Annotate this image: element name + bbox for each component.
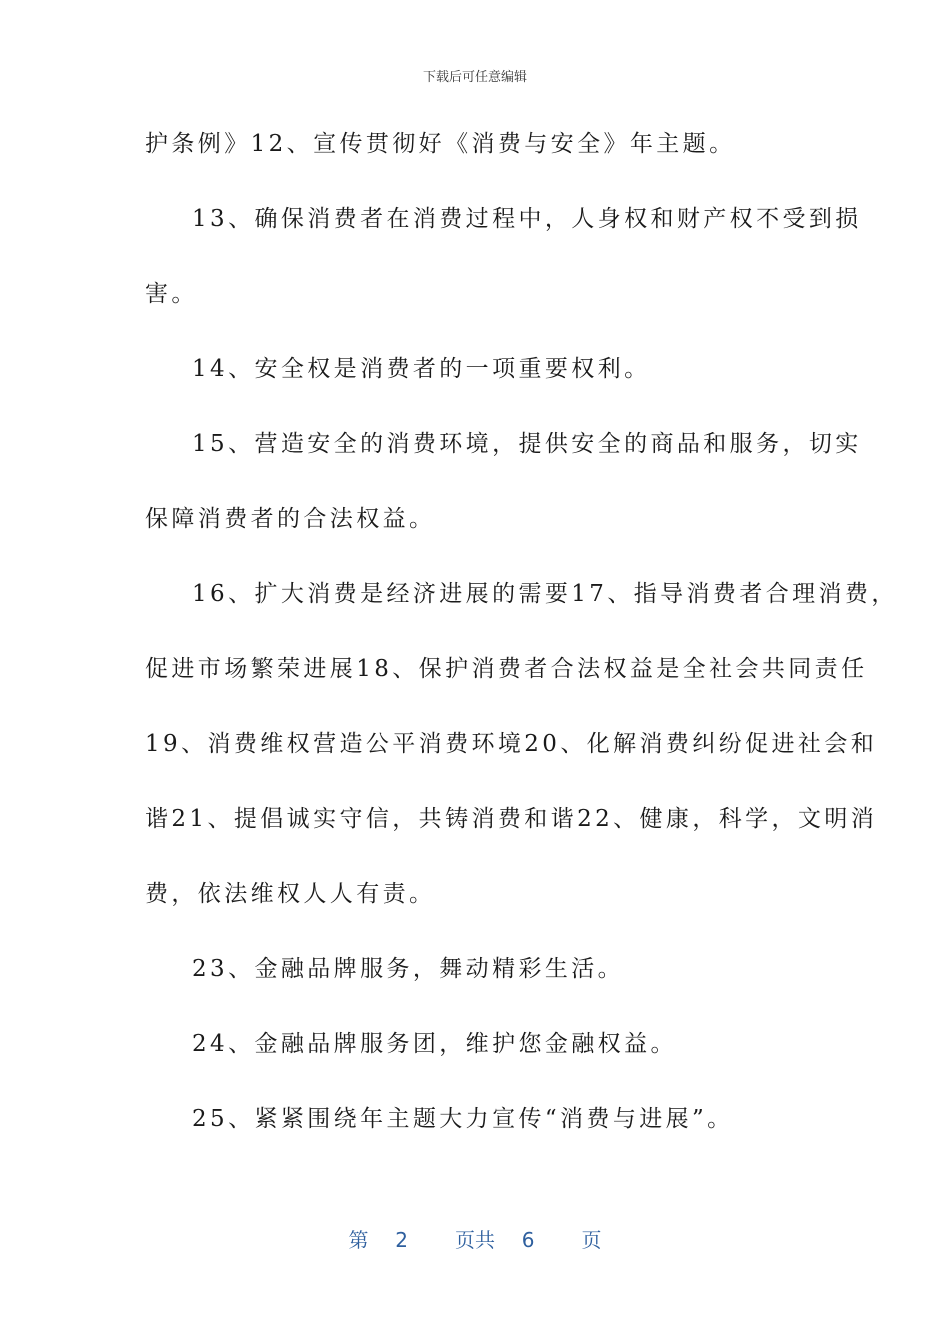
current-page-number: 2 (395, 1228, 408, 1252)
text-line: 害。 (145, 281, 198, 307)
page-footer (0, 1224, 950, 1253)
page-header: 下载后可任意编辑 (422, 70, 527, 85)
text-line: 14、安全权是消费者的一项重要权利。 (192, 356, 651, 382)
text-line: 23、金融品牌服务，舞动精彩生活。 (192, 956, 625, 982)
text-line: 15、营造安全的消费环境，提供安全的商品和服务，切实 (192, 431, 862, 457)
text-line: 护条例》12、宣传贯彻好《消费与安全》年主题。 (145, 131, 736, 157)
footer-suffix: 页 (581, 1228, 602, 1252)
footer-middle: 页共 (455, 1228, 495, 1252)
text-line: 25、紧紧围绕年主题大力宣传“消费与进展”。 (192, 1106, 734, 1132)
text-line: 保障消费者的合法权益。 (145, 506, 436, 532)
text-line: 促进市场繁荣进展18、保护消费者合法权益是全社会共同责任 (145, 656, 868, 682)
text-line: 谐21、提倡诚实守信，共铸消费和谐22、健康，科学，文明消 (145, 806, 878, 832)
total-pages-number: 6 (521, 1228, 535, 1252)
text-line: 费，依法维权人人有责。 (145, 881, 436, 907)
footer-prefix: 第 (348, 1228, 369, 1252)
text-line: 24、金融品牌服务团，维护您金融权益。 (192, 1031, 677, 1057)
text-line: 13、确保消费者在消费过程中，人身权和财产权不受到损 (192, 206, 862, 232)
text-line: 19、消费维权营造公平消费环境20、化解消费纠纷促进社会和 (145, 731, 878, 757)
text-line: 16、扩大消费是经济进展的需要17、指导消费者合理消费， (192, 581, 898, 607)
